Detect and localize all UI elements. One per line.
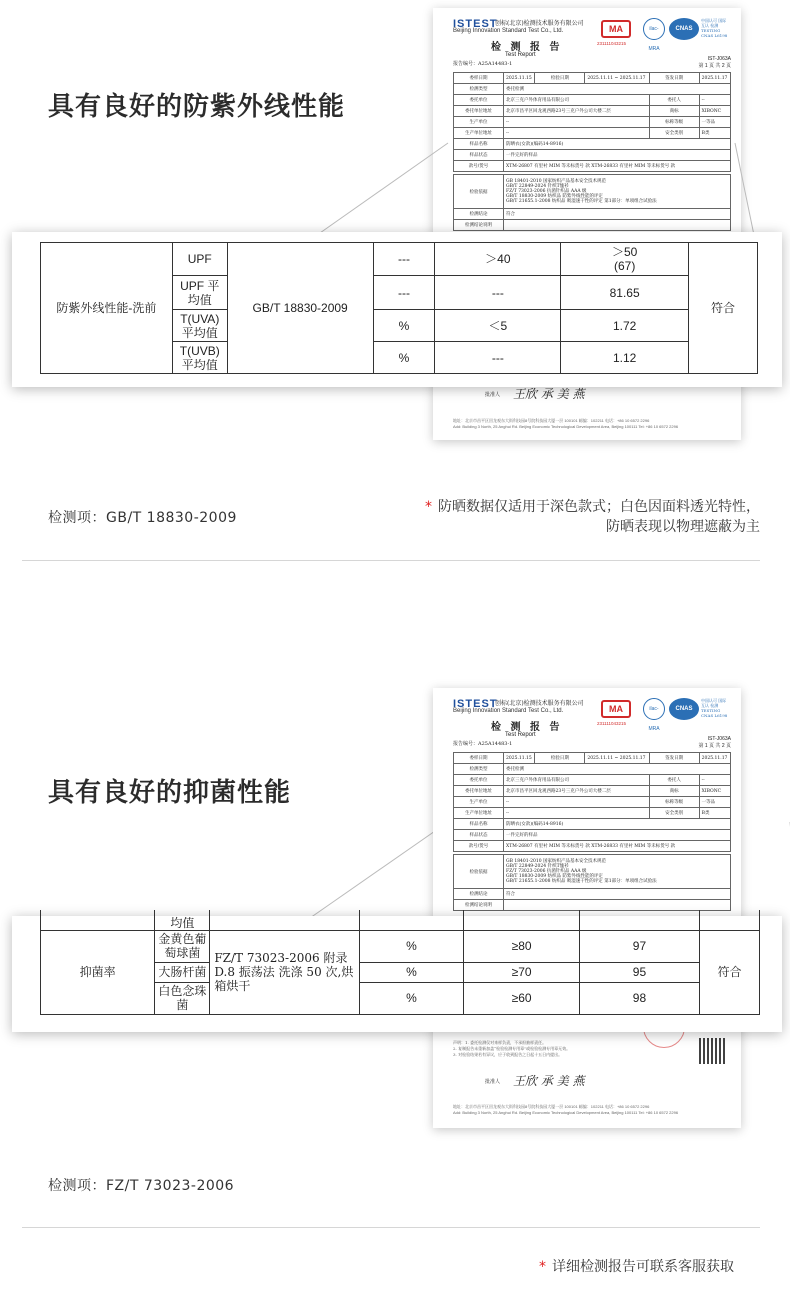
report-info-cell: XIBONC (699, 106, 730, 117)
approver-signature: 王欣 承 美 燕 (513, 1074, 585, 1088)
approver-label: 批准人 (485, 1079, 501, 1085)
basis-line: GB/T 22849-2024 针织T恤衫 (506, 864, 569, 869)
basis-lines (504, 855, 731, 889)
report-number: 报告编号：A25A14483-1 (453, 61, 513, 67)
antibacterial-unit-cell: % (359, 930, 464, 962)
report-info-cell: 检验日期 (535, 73, 585, 84)
uv-unit-cell: % (373, 342, 435, 374)
report-company-cn: 创标(北京)检测技术服务有限公司 (495, 700, 584, 707)
report-info-cell: -- (504, 797, 650, 808)
report-info-cell: 2025.11.15 (504, 753, 535, 764)
report-info-cell: 一件完好的样品 (504, 150, 731, 161)
report-basis-table (453, 174, 731, 231)
uv-note: * 防晒数据仅适用于深色款式；白色因面料透光特性， 防晒表现以物理遮蔽为主 (425, 499, 760, 535)
report-info-cell: 委样日期 (454, 73, 504, 84)
uv-headline: 具有良好的防紫外线性能 (48, 92, 346, 122)
report-title-en: Test Report (505, 52, 536, 58)
cnas-mark-icon: CNAS (669, 18, 699, 40)
uv-requirement-cell: --- (435, 276, 561, 310)
antibacterial-unit-cell: % (359, 962, 464, 982)
report-info-cell: 样品状态 (454, 150, 504, 161)
conclusion-label: 检测结论 (454, 889, 504, 900)
report-info-cell: 防晒衣(女款)(编码14-8916) (504, 819, 731, 830)
report-info-cell: 签发日期 (649, 73, 699, 84)
report-basis-table (453, 854, 731, 911)
antibacterial-requirement-cell: ≥80 (464, 930, 580, 962)
report-title-en: Test Report (505, 732, 536, 738)
ilac-mark-icon: ilac-MRA (643, 698, 665, 720)
report-info-cell: 款号/货号 (454, 161, 504, 172)
uv-unit-cell: --- (373, 276, 435, 310)
uv-result-cell: 81.65 (561, 276, 689, 310)
report-info-cell: 一等品 (699, 117, 730, 128)
report-info-cell: 北京市昌平区回龙观西路23号三克户外公司大楼二层 (504, 106, 650, 117)
basis-line: FZ/T 73023-2006 抗菌针织品 AAA 级 (506, 189, 587, 194)
conclusion-label: 检测结论 (454, 209, 504, 220)
uv-requirement-cell: --- (435, 342, 561, 374)
report-info-table (453, 72, 731, 172)
report-info-cell: 生产单位 (454, 117, 504, 128)
report-info-cell: 委托单位地址 (454, 786, 504, 797)
report-company-cn: 创标(北京)检测技术服务有限公司 (495, 20, 584, 27)
report-info-cell: 样品名称 (454, 819, 504, 830)
report-info-cell: 安全类别 (649, 808, 699, 819)
antibacterial-headline: 具有良好的抑菌性能 (48, 778, 292, 808)
report-address: 地址：北京市昌平区回龙观东大街科技园8号院科技园大厦一层 100101 邮编：102211 电话：+86 10 6572 2296 Add: Building 3 North, 25 Anghui Rd. Beijing Economic Technological Development Area, Beijing 100111 Tel: +86 10 6572 2296 (453, 1104, 679, 1115)
report-info-cell: 2025.11.11 ~ 2025.11.17 (585, 73, 649, 84)
report-code: IST-J063A 第 1 页 共 2 页 (698, 736, 731, 749)
report-company-en: Beijing Innovation Standard Test Co., Ltd. (453, 708, 564, 714)
conclusion-value: 符合 (504, 889, 731, 900)
antibacterial-requirement-cell: ≥70 (464, 962, 580, 982)
antibacterial-result-cell: 98 (579, 982, 699, 1014)
uv-unit-cell: % (373, 310, 435, 342)
report-info-cell: 2025.11.15 (504, 73, 535, 84)
report-info-cell: 委托人 (649, 775, 699, 786)
report-info-cell: 生产单位地址 (454, 128, 504, 139)
cnas-caption: 中国认可 国际互认 检测 TESTING CNAS L6198 (701, 18, 728, 38)
basis-lines (504, 175, 731, 209)
cma-mark-icon: MA (601, 20, 631, 38)
report-info-cell: 一件完好的样品 (504, 830, 731, 841)
report-info-cell: 防晒衣(女款)(编码14-8916) (504, 139, 731, 150)
section-divider (22, 560, 760, 561)
report-info-cell: 委托单位 (454, 95, 504, 106)
report-info-cell: 委托检测 (504, 84, 731, 95)
antibacterial-test-item: 检测项：FZ/T 73023-2006 (48, 1178, 235, 1194)
report-info-cell: B类 (699, 128, 730, 139)
report-info-cell: 生产单位地址 (454, 808, 504, 819)
basis-line: GB/T 21655.1-2008 纺织品 吸湿速干性的评定 第1部分：单项组合试验法 (506, 879, 657, 884)
uv-conclusion-cell: 符合 (689, 243, 758, 374)
report-info-cell: 2025.11.17 (699, 73, 730, 84)
report-info-cell: 签发日期 (649, 753, 699, 764)
report-info-cell: 2025.11.11 ~ 2025.11.17 (585, 753, 649, 764)
report-info-cell: 标称等级 (649, 117, 699, 128)
antibacterial-result-cell: 95 (579, 962, 699, 982)
report-info-cell: 委托人 (649, 95, 699, 106)
cnas-caption: 中国认可 国际互认 检测 TESTING CNAS L6198 (701, 698, 728, 718)
report-info-cell: -- (504, 117, 650, 128)
antibacterial-result-table (40, 910, 760, 1015)
report-title: 检 测 报 告 (491, 42, 563, 53)
note-star-icon: * (425, 499, 432, 515)
basis-line: GB/T 18830-2009 纺织品 防紫外线性能的评定 (506, 874, 603, 879)
uv-requirement-cell: ＞40 (435, 243, 561, 276)
report-info-cell: 安全类别 (649, 128, 699, 139)
report-info-cell: -- (699, 95, 730, 106)
basis-line: GB/T 22849-2024 针织T恤衫 (506, 184, 569, 189)
antibacterial-test-report-image (433, 688, 741, 1128)
remark-label: 检测结论说明 (454, 220, 504, 231)
report-info-cell: -- (699, 775, 730, 786)
basis-line: GB 18401-2010 国家纺织产品基本安全技术规范 (506, 859, 607, 864)
report-info-cell: 检测类型 (454, 84, 504, 95)
report-code: IST-J063A 第 1 页 共 2 页 (698, 56, 731, 69)
antibacterial-requirement-cell: ≥60 (464, 982, 580, 1014)
report-info-cell: XTM-26807 有里衬 MIM 等未标货号 款 XTM-26833 有里衬 MIM 等未标货号 款 (504, 841, 731, 852)
cma-mark-icon: MA (601, 700, 631, 718)
uv-standard-cell: GB/T 18830-2009 (227, 243, 373, 374)
basis-line: GB 18401-2010 国家纺织产品基本安全技术规范 (506, 179, 607, 184)
uv-result-cell: ＞50 (67) (561, 243, 689, 276)
report-info-cell: 款号/货号 (454, 841, 504, 852)
antibacterial-unit-cell: % (359, 982, 464, 1014)
report-info-cell: 样品状态 (454, 830, 504, 841)
uv-param-cell: T(UVA)平均值 (172, 310, 227, 342)
antibacterial-conclusion-cell: 符合 (700, 930, 760, 1014)
report-info-cell: 标称等级 (649, 797, 699, 808)
istest-logo: ISTEST (453, 698, 498, 710)
report-company-en: Beijing Innovation Standard Test Co., Ltd. (453, 28, 564, 34)
uv-item-cell: 防紫外线性能-洗前 (41, 243, 173, 374)
report-header (433, 688, 741, 748)
report-info-cell: 委样日期 (454, 753, 504, 764)
report-statement: 声明：1. 委托检测仅对来样负责，不承担抽样责任。 2. 复制报告未重新加盖“检验检测专用章”或检验检测专用章无效。 3. 对检验结果若有异议，应于收到报告之日起十五日内提出。 (453, 1040, 571, 1057)
note-star-icon: * (539, 1259, 546, 1275)
antibacterial-zoom-table-panel (12, 916, 782, 1032)
uv-test-item: 检测项：GB/T 18830-2009 (48, 510, 237, 526)
basis-line: GB/T 21655.1-2008 纺织品 吸湿速干性的评定 第1部分：单项组合试验法 (506, 199, 657, 204)
report-info-cell: 委托单位地址 (454, 106, 504, 117)
report-title: 检 测 报 告 (491, 722, 563, 733)
antibacterial-param-cell: 金黄色葡萄球菌 (155, 930, 210, 962)
report-number: 报告编号：A25A14483-1 (453, 741, 513, 747)
report-info-cell: 检验日期 (535, 753, 585, 764)
uv-param-cell: T(UVB)平均值 (172, 342, 227, 374)
report-info-cell: 北京三克户外体育用品有限公司 (504, 95, 650, 106)
uv-result-cell: 1.12 (561, 342, 689, 374)
qr-code-icon (699, 1038, 725, 1064)
bottom-note: * 详细检测报告可联系客服获取 (539, 1259, 734, 1275)
report-info-cell: 委托单位 (454, 775, 504, 786)
report-info-cell: -- (504, 128, 650, 139)
report-header (433, 8, 741, 68)
antibacterial-result-cell: 97 (579, 930, 699, 962)
ilac-mark-icon: ilac-MRA (643, 18, 665, 40)
cnas-mark-icon: CNAS (669, 698, 699, 720)
antibacterial-partial-cell: 均值 (155, 910, 210, 930)
section-divider (22, 1227, 760, 1228)
report-info-cell: 委托检测 (504, 764, 731, 775)
uv-requirement-cell: ＜5 (435, 310, 561, 342)
basis-label: 检验依据 (454, 855, 504, 889)
report-info-cell: B类 (699, 808, 730, 819)
report-info-cell: 检测类型 (454, 764, 504, 775)
uv-param-cell: UPF (172, 243, 227, 276)
conclusion-value: 符合 (504, 209, 731, 220)
antibacterial-param-cell: 大肠杆菌 (155, 962, 210, 982)
report-info-cell: XTM-26807 有里衬 MIM 等未标货号 款 XTM-26833 有里衬 MIM 等未标货号 款 (504, 161, 731, 172)
report-info-cell: 生产单位 (454, 797, 504, 808)
basis-label: 检验依据 (454, 175, 504, 209)
antibacterial-item-cell: 抑菌率 (41, 930, 155, 1014)
uv-zoom-table-panel (12, 232, 782, 387)
basis-line: FZ/T 73023-2006 抗菌针织品 AAA 级 (506, 869, 587, 874)
report-info-cell: 商标 (649, 786, 699, 797)
report-info-cell: 商标 (649, 106, 699, 117)
uv-param-cell: UPF 平均值 (172, 276, 227, 310)
istest-logo: ISTEST (453, 18, 498, 30)
remark-label: 检测结论说明 (454, 900, 504, 911)
report-info-cell: 北京市昌平区回龙观西路23号三克户外公司大楼二层 (504, 786, 650, 797)
antibacterial-standard-cell: FZ/T 73023-2006 附录 D.8 振荡法 洗涤 50 次,烘箱烘干 (210, 930, 359, 1014)
uv-result-table (40, 242, 758, 374)
cma-number: 231111043215 (597, 721, 627, 726)
report-address: 地址：北京市昌平区回龙观东大街科技园8号院科技园大厦一层 100101 邮编：102211 电话：+86 10 6572 2296 Add: Building 3 North, 25 Anghui Rd. Beijing Economic Technological Development Area, Beijing 100111 Tel: +86 10 6572 2296 (453, 418, 679, 429)
report-info-cell: 北京三克户外体育用品有限公司 (504, 775, 650, 786)
report-info-cell: 一等品 (699, 797, 730, 808)
report-info-cell: 样品名称 (454, 139, 504, 150)
cma-number: 231111043215 (597, 41, 627, 46)
uv-result-cell: 1.72 (561, 310, 689, 342)
antibacterial-param-cell: 白色念珠菌 (155, 982, 210, 1014)
report-info-cell: 2025.11.17 (699, 753, 730, 764)
basis-line: GB/T 18830-2009 纺织品 防紫外线性能的评定 (506, 194, 603, 199)
approver-signature: 王欣 承 美 燕 (513, 387, 585, 401)
uv-unit-cell: --- (373, 243, 435, 276)
approver-label: 批准人 (485, 392, 501, 398)
report-info-table (453, 752, 731, 852)
report-info-cell: XIBONC (699, 786, 730, 797)
report-info-cell: -- (504, 808, 650, 819)
